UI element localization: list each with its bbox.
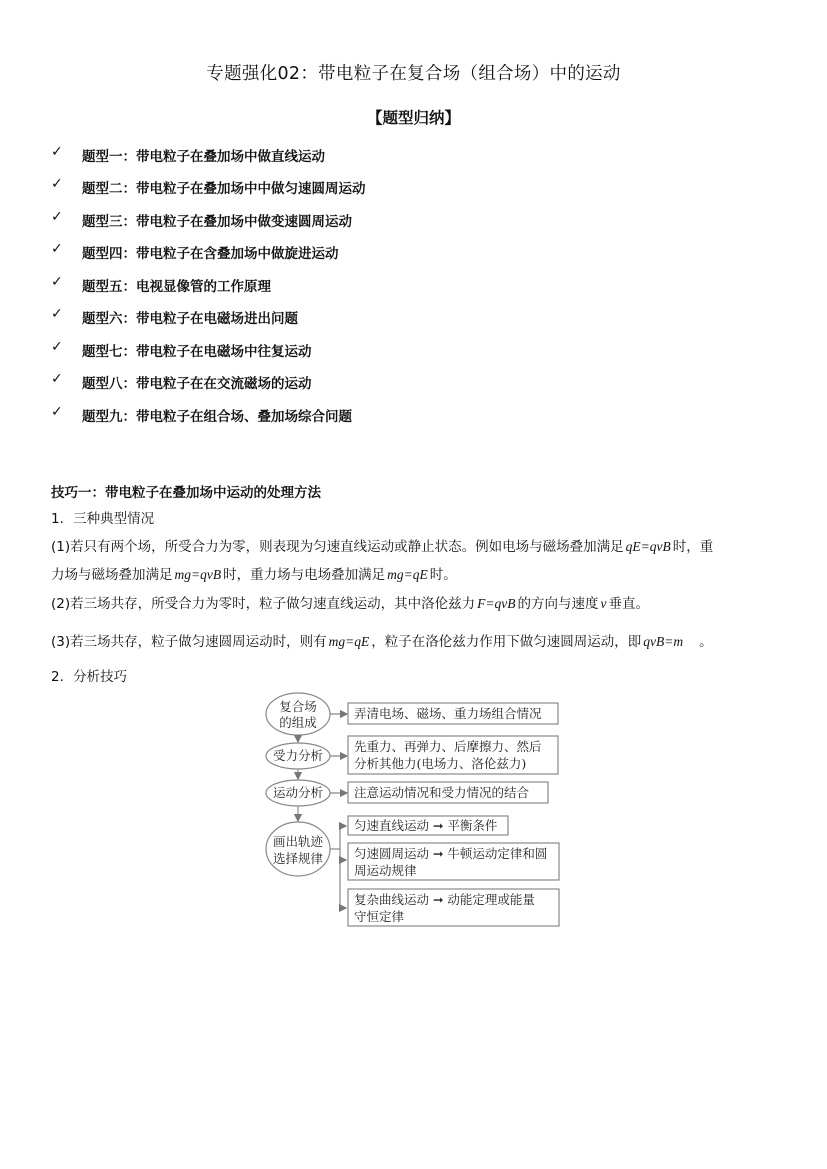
type-item-2: 题型二：带电粒子在叠加场中中做匀速圆周运动 <box>82 181 366 197</box>
box-motion-label: 注意运动情况和受力情况的结合 <box>354 785 530 800</box>
check-icon: ✓ <box>51 209 63 225</box>
type-item-4: 题型四：带电粒子在含叠加场中做旋进运动 <box>82 246 339 262</box>
text: 。 <box>699 634 713 650</box>
node-composition-label: 复合场 <box>279 699 317 714</box>
check-icon: ✓ <box>51 404 63 420</box>
check-icon: ✓ <box>51 274 63 290</box>
text: (2)若三场共存，所受合力为零时，粒子做匀速直线运动，其中洛伦兹力 <box>51 596 476 612</box>
branch-2-label: 匀速圆周运动 ➞ 牛顿运动定律和圆 <box>354 846 548 861</box>
text: 力场与磁场叠加满足 <box>51 567 173 583</box>
item1-heading: 1．三种典型情况 <box>51 511 155 527</box>
check-icon: ✓ <box>51 339 63 355</box>
technique-heading: 技巧一：带电粒子在叠加场中运动的处理方法 <box>51 485 321 501</box>
type-item-8: 题型八：带电粒子在在交流磁场的运动 <box>82 376 312 392</box>
formula: mg=qE <box>328 634 370 649</box>
formula: F=qvB <box>477 596 516 611</box>
text: 垂直。 <box>608 596 649 612</box>
paragraph-2 <box>51 592 649 612</box>
text: (1)若只有两个场，所受合力为零，则表现为匀速直线运动或静止状态。例如电场与磁场叠加满足 <box>51 539 624 555</box>
section-heading: 【题型归纳】 <box>366 108 460 127</box>
branch-2-label: 周运动规律 <box>354 863 417 878</box>
formula: mg=qE <box>387 567 428 582</box>
box-force-label: 分析其他力(电场力、洛伦兹力) <box>354 756 527 771</box>
paragraph-1-line-1 <box>51 535 713 555</box>
formula: qvB=m <box>643 634 684 649</box>
type-item-7: 题型七：带电粒子在电磁场中往复运动 <box>82 344 312 360</box>
check-icon: ✓ <box>51 144 63 160</box>
check-icon: ✓ <box>51 176 63 192</box>
text: 时。 <box>429 567 457 583</box>
text: 时，重 <box>672 539 714 555</box>
text: 时，重力场与电场叠加满足 <box>223 567 386 583</box>
item2-heading: 2．分析技巧 <box>51 669 128 685</box>
formula: qE=qvB <box>625 539 671 554</box>
type-item-6: 题型六：带电粒子在电磁场进出问题 <box>82 311 298 327</box>
paragraph-3 <box>51 630 713 650</box>
branch-3-label: 守恒定律 <box>354 909 405 924</box>
node-trajectory-label: 画出轨迹 <box>272 834 324 849</box>
check-icon: ✓ <box>51 241 63 257</box>
page-title: 专题强化02：带电粒子在复合场（组合场）中的运动 <box>206 64 621 84</box>
check-icon: ✓ <box>51 306 63 322</box>
text: (3)若三场共存，粒子做匀速圆周运动时，则有 <box>51 634 327 650</box>
branch-1-label: 匀速直线运动 ➞ 平衡条件 <box>354 818 498 833</box>
text: 的方向与速度 <box>517 596 599 612</box>
node-force-label: 受力分析 <box>272 748 324 763</box>
node-trajectory <box>266 822 330 876</box>
check-icon: ✓ <box>51 371 63 387</box>
type-item-5: 题型五：电视显像管的工作原理 <box>82 279 271 295</box>
box-composition-label: 弄清电场、磁场、重力场组合情况 <box>354 706 542 721</box>
paragraph-1-line-2 <box>51 563 457 583</box>
node-motion-label: 运动分析 <box>272 785 324 800</box>
node-composition-label: 的组成 <box>279 715 317 730</box>
text: ，粒子在洛伦兹力作用下做匀速圆周运动，即 <box>371 634 642 650</box>
formula: v <box>600 596 607 611</box>
type-item-3: 题型三：带电粒子在叠加场中做变速圆周运动 <box>82 214 352 230</box>
analysis-flowchart <box>262 692 562 932</box>
node-trajectory-label: 选择规律 <box>272 851 324 866</box>
formula: mg=qvB <box>174 567 222 582</box>
branch-3-label: 复杂曲线运动 ➞ 动能定理或能量 <box>354 892 535 907</box>
type-item-9: 题型九：带电粒子在组合场、叠加场综合问题 <box>82 409 352 425</box>
box-force-label: 先重力、再弹力、后摩擦力、然后 <box>354 739 542 754</box>
type-item-1: 题型一：带电粒子在叠加场中做直线运动 <box>82 149 325 165</box>
